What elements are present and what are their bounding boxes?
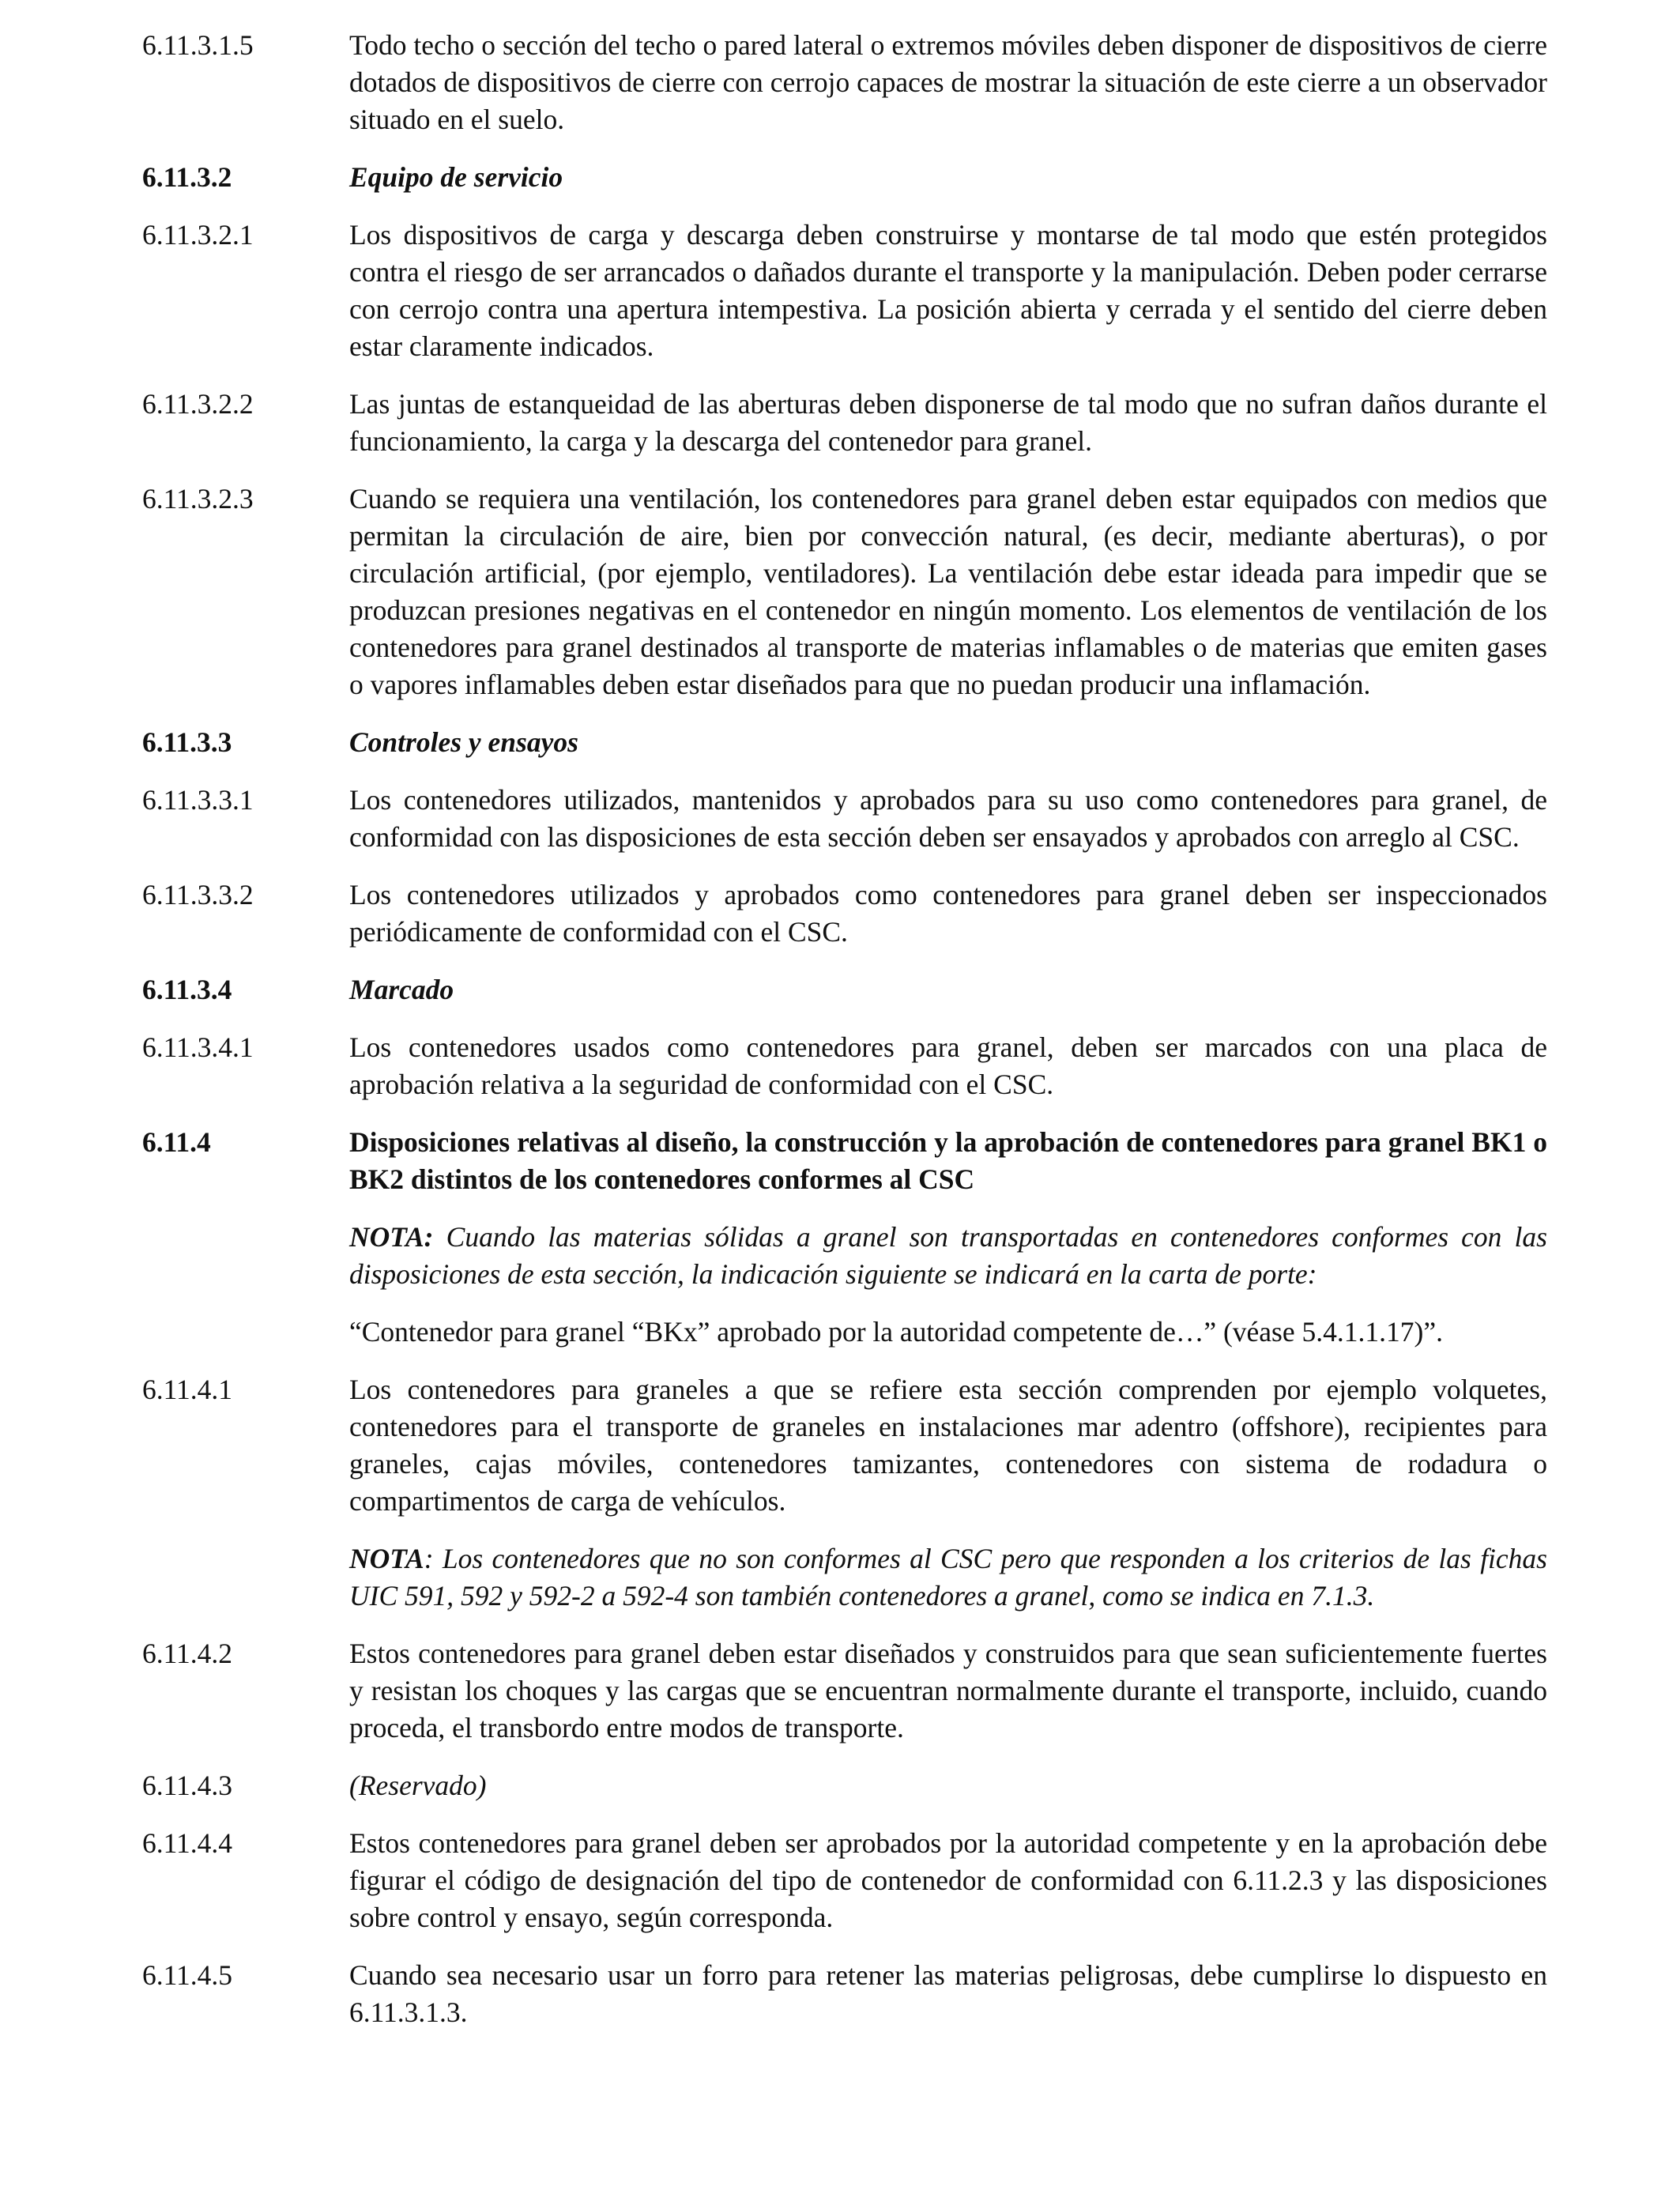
paragraph-6-11-3-1-5 bbox=[142, 27, 1547, 138]
note-uic bbox=[349, 1540, 1547, 1615]
paragraph-6-11-4-2 bbox=[142, 1635, 1547, 1747]
paragraph-number: 6.11.3.4.1 bbox=[142, 1031, 254, 1063]
paragraph-number: 6.11.3.3.1 bbox=[142, 784, 254, 816]
section-heading-6-11-3-4 bbox=[142, 971, 1547, 1008]
section-title: Controles y ensayos bbox=[349, 726, 578, 758]
paragraph-6-11-4-3 bbox=[142, 1767, 1547, 1804]
paragraph-6-11-3-2-3 bbox=[142, 481, 1547, 703]
paragraph-text: Estos contenedores para granel deben ser aprobados por la autoridad competente y en la aprobación debe figurar el código de designación del tipo de contenedor de conformidad con 6.11.2.3 y las disposiciones sobre control y ensayo, según corresponda. bbox=[349, 1827, 1547, 1933]
document-page bbox=[142, 27, 1547, 2052]
paragraph-number: 6.11.4.3 bbox=[142, 1770, 233, 1801]
paragraph-6-11-3-3-2 bbox=[142, 876, 1547, 951]
paragraph-text: Las juntas de estanqueidad de las aberturas deben disponerse de tal modo que no sufran daños durante el funcionamiento, la carga y la descarga del contenedor para granel. bbox=[349, 388, 1547, 457]
note-label: NOTA bbox=[349, 1543, 424, 1574]
paragraph-6-11-3-4-1 bbox=[142, 1029, 1547, 1103]
paragraph-text: Estos contenedores para granel deben estar diseñados y construidos para que sean suficientemente fuertes y resistan los choques y las cargas que se encuentran normalmente durante el transporte, incluido, cuando proceda, el transbordo entre modos de transporte. bbox=[349, 1638, 1547, 1744]
note-label: NOTA: bbox=[349, 1221, 434, 1253]
paragraph-text: Los contenedores utilizados y aprobados como contenedores para granel deben ser inspeccionados periódicamente de conformidad con el CSC. bbox=[349, 879, 1547, 948]
section-title: Marcado bbox=[349, 974, 454, 1005]
section-title: Disposiciones relativas al diseño, la construcción y la aprobación de contenedores para granel BK1 o BK2 distintos de los contenedores conformes al CSC bbox=[349, 1126, 1547, 1195]
paragraph-number: 6.11.3.2.3 bbox=[142, 483, 254, 515]
section-heading-6-11-3-3 bbox=[142, 724, 1547, 761]
section-number: 6.11.3.2 bbox=[142, 161, 232, 193]
paragraph-text: (Reservado) bbox=[349, 1770, 487, 1801]
section-heading-6-11-4 bbox=[142, 1124, 1547, 1198]
paragraph-6-11-4-4 bbox=[142, 1825, 1547, 1936]
section-number: 6.11.4 bbox=[142, 1126, 211, 1158]
paragraph-number: 6.11.3.2.1 bbox=[142, 219, 254, 251]
note-text: Cuando las materias sólidas a granel son transportadas en contenedores conformes con las disposiciones de esta sección, la indicación siguiente se indicará en la carta de porte: bbox=[349, 1221, 1547, 1290]
paragraph-6-11-3-2-2 bbox=[142, 386, 1547, 460]
paragraph-number: 6.11.4.2 bbox=[142, 1638, 233, 1669]
note-carta-de-porte bbox=[349, 1219, 1547, 1293]
paragraph-number: 6.11.4.4 bbox=[142, 1827, 233, 1859]
paragraph-6-11-3-2-1 bbox=[142, 217, 1547, 365]
note-text: : Los contenedores que no son conformes al CSC pero que responden a los criterios de las fichas UIC 591, 592 y 592-2 a 592-4 son también contenedores a granel, como se indica en 7.1.3. bbox=[349, 1543, 1547, 1612]
section-number: 6.11.3.3 bbox=[142, 726, 232, 758]
section-number: 6.11.3.4 bbox=[142, 974, 232, 1005]
paragraph-number: 6.11.4.5 bbox=[142, 1959, 233, 1991]
paragraph-text: Los contenedores para graneles a que se refiere esta sección comprenden por ejemplo volquetes, contenedores para el transporte de graneles en instalaciones mar adentro (offshore), recipientes para graneles, cajas móviles, contenedores tamizantes, contenedores con sistema de rodadura o compartimentos de carga de vehículos. bbox=[349, 1374, 1547, 1517]
paragraph-number: 6.11.4.1 bbox=[142, 1374, 233, 1405]
paragraph-text: Cuando sea necesario usar un forro para retener las materias peligrosas, debe cumplirse lo dispuesto en 6.11.3.1.3. bbox=[349, 1959, 1547, 2028]
paragraph-6-11-4-1 bbox=[142, 1371, 1547, 1520]
paragraph-text: Los contenedores utilizados, mantenidos y aprobados para su uso como contenedores para granel, de conformidad con las disposiciones de esta sección deben ser ensayados y aprobados con arreglo al CSC. bbox=[349, 784, 1547, 853]
paragraph-6-11-3-3-1 bbox=[142, 782, 1547, 856]
section-heading-6-11-3-2 bbox=[142, 159, 1547, 196]
paragraph-text: Todo techo o sección del techo o pared lateral o extremos móviles deben disponer de dispositivos de cierre dotados de dispositivos de cierre con cerrojo capaces de mostrar la situación de este cierre a un observador situado en el suelo. bbox=[349, 29, 1547, 135]
paragraph-number: 6.11.3.1.5 bbox=[142, 29, 254, 61]
paragraph-text: Los contenedores usados como contenedores para granel, deben ser marcados con una placa de aprobación relativa a la seguridad de conformidad con el CSC. bbox=[349, 1031, 1547, 1100]
paragraph-number: 6.11.3.2.2 bbox=[142, 388, 254, 420]
paragraph-6-11-4-5 bbox=[142, 1957, 1547, 2031]
paragraph-number: 6.11.3.3.2 bbox=[142, 879, 254, 910]
paragraph-text: Los dispositivos de carga y descarga deben construirse y montarse de tal modo que estén protegidos contra el riesgo de ser arrancados o dañados durante el transporte y la manipulación. Deben poder cerrarse con cerrojo contra una apertura intempestiva. La posición abierta y cerrada y el sentido del cierre deben estar claramente indicados. bbox=[349, 219, 1547, 362]
paragraph-text: Cuando se requiera una ventilación, los contenedores para granel deben estar equipados con medios que permitan la circulación de aire, bien por convección natural, (es decir, mediante aberturas), o por circulación artificial, (por ejemplo, ventiladores). La ventilación debe estar ideada para impedir que se produzcan presiones negativas en el contenedor en ningún momento. Los elementos de ventilación de los contenedores para granel destinados al transporte de materias inflamables o de materias que emiten gases o vapores inflamables deben estar diseñados para que no puedan producir una inflamación. bbox=[349, 483, 1547, 700]
quoted-indication: “Contenedor para granel “BKx” aprobado por la autoridad competente de…” (véase 5.4.1.1.17)”. bbox=[349, 1316, 1443, 1348]
section-title: Equipo de servicio bbox=[349, 161, 563, 193]
